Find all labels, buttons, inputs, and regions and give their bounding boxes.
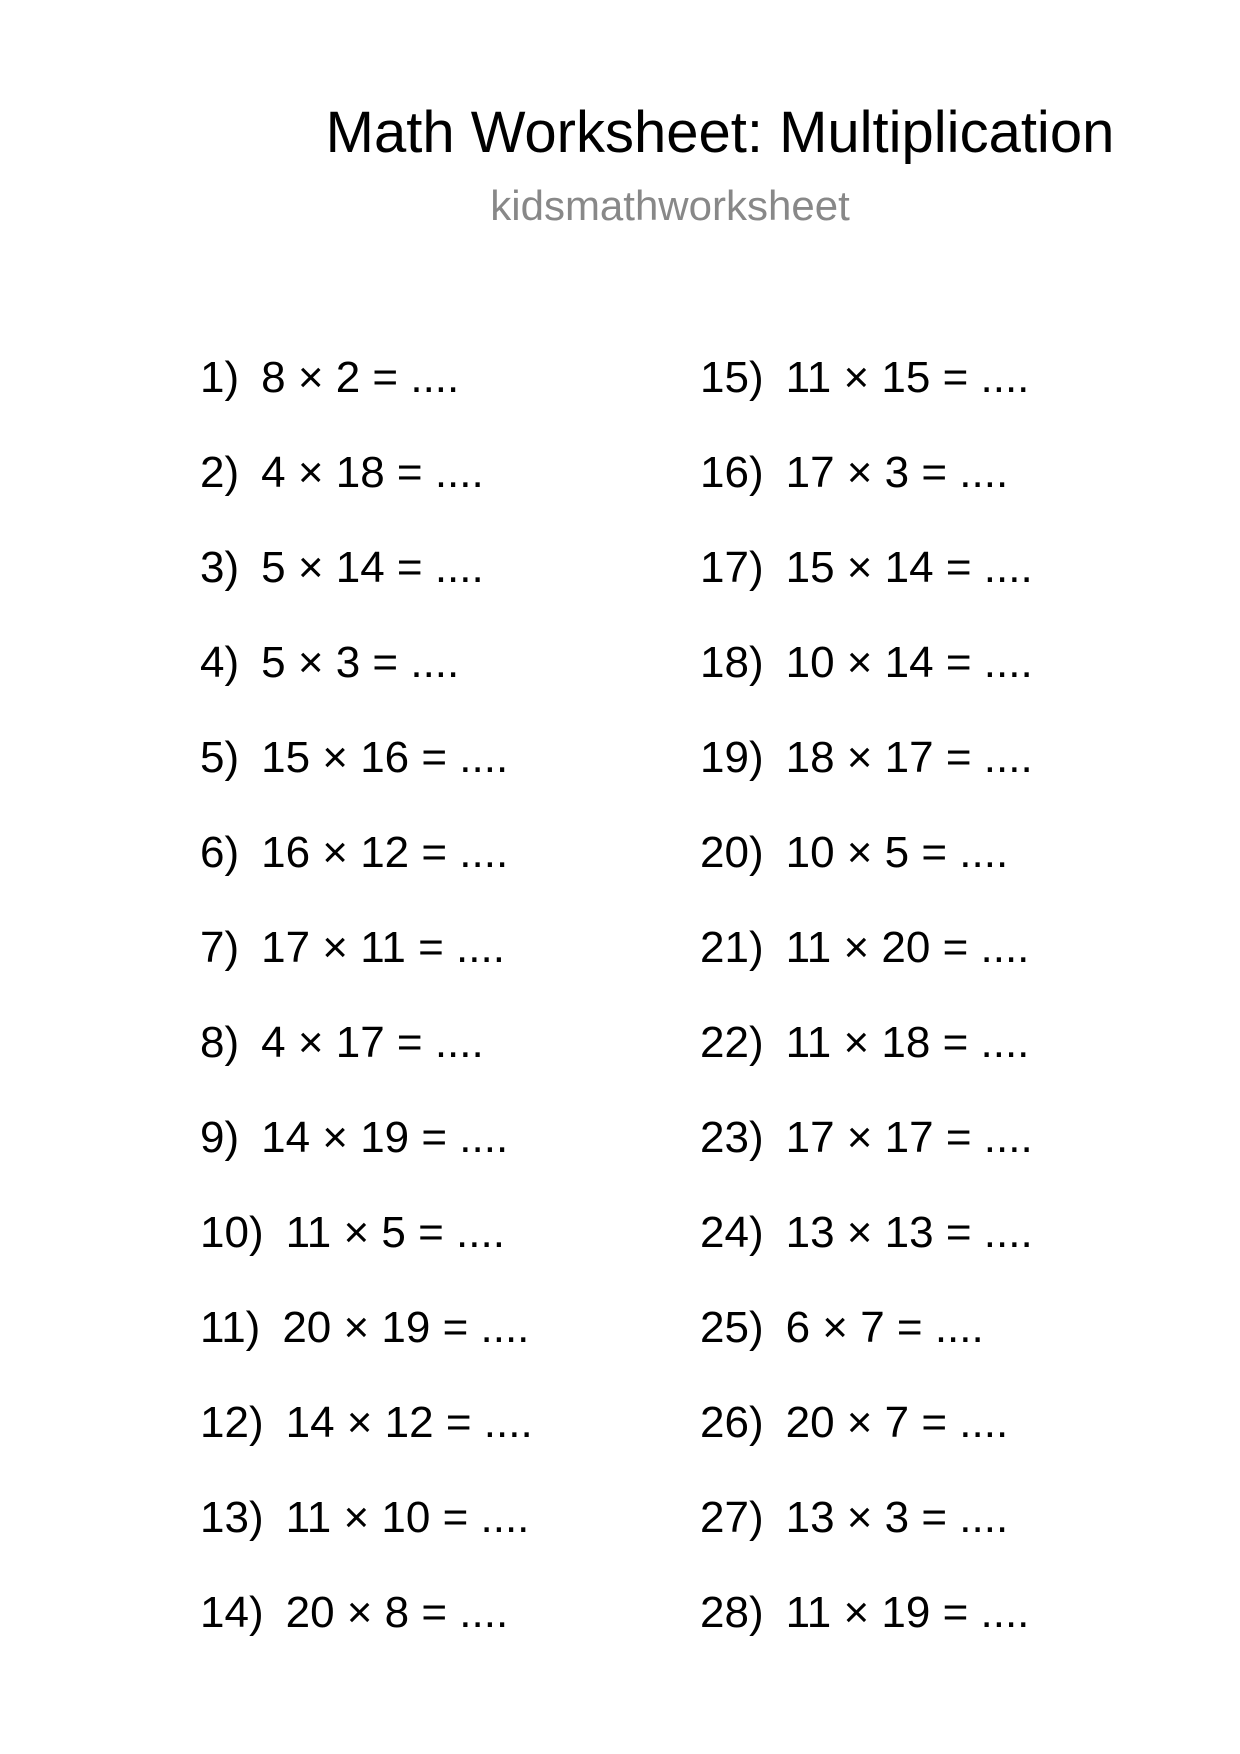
problem-expression: 10 × 14 = .... bbox=[785, 638, 1033, 687]
problem-item bbox=[200, 1583, 680, 1678]
problem-column-right bbox=[700, 348, 1180, 1678]
problem-number: 6) bbox=[200, 828, 240, 877]
problem-expression: 10 × 5 = .... bbox=[785, 828, 1009, 877]
problem-number: 24) bbox=[700, 1208, 764, 1257]
problem-number: 19) bbox=[700, 733, 764, 782]
problem-expression: 20 × 7 = .... bbox=[785, 1398, 1009, 1447]
problem-number: 1) bbox=[200, 353, 240, 402]
problem-number: 13) bbox=[200, 1493, 264, 1542]
problem-number: 26) bbox=[700, 1398, 764, 1447]
problem-item bbox=[700, 1583, 1180, 1678]
problem-item bbox=[700, 1013, 1180, 1108]
problem-item bbox=[700, 633, 1180, 728]
problem-expression: 11 × 15 = .... bbox=[785, 353, 1030, 402]
problem-expression: 5 × 3 = .... bbox=[261, 638, 460, 687]
problem-item bbox=[200, 1298, 680, 1393]
problem-number: 14) bbox=[200, 1588, 264, 1637]
problem-item bbox=[200, 633, 680, 728]
problem-item bbox=[700, 1488, 1180, 1583]
problem-number: 5) bbox=[200, 733, 240, 782]
problem-expression: 18 × 17 = .... bbox=[785, 733, 1033, 782]
problem-number: 28) bbox=[700, 1588, 764, 1637]
problem-expression: 20 × 19 = .... bbox=[282, 1303, 530, 1352]
problem-expression: 17 × 17 = .... bbox=[785, 1113, 1033, 1162]
problem-expression: 13 × 13 = .... bbox=[785, 1208, 1033, 1257]
problem-number: 25) bbox=[700, 1303, 764, 1352]
problem-item bbox=[200, 348, 680, 443]
problem-item bbox=[700, 1108, 1180, 1203]
problem-number: 7) bbox=[200, 923, 240, 972]
problem-item bbox=[200, 1488, 680, 1583]
problem-column-left bbox=[200, 348, 680, 1678]
problem-number: 12) bbox=[200, 1398, 264, 1447]
problem-expression: 4 × 17 = .... bbox=[261, 1018, 484, 1067]
problem-expression: 16 × 12 = .... bbox=[261, 828, 509, 877]
problem-expression: 6 × 7 = .... bbox=[785, 1303, 984, 1352]
problem-expression: 15 × 16 = .... bbox=[261, 733, 509, 782]
problem-expression: 11 × 5 = .... bbox=[285, 1208, 505, 1257]
problem-item bbox=[700, 823, 1180, 918]
problem-number: 10) bbox=[200, 1208, 264, 1257]
problem-item bbox=[200, 538, 680, 633]
problem-number: 9) bbox=[200, 1113, 240, 1162]
problem-item bbox=[200, 1108, 680, 1203]
page-title: Math Worksheet: Multiplication bbox=[325, 100, 1115, 165]
problem-number: 27) bbox=[700, 1493, 764, 1542]
problem-item bbox=[700, 918, 1180, 1013]
problem-item bbox=[200, 1393, 680, 1488]
problem-number: 22) bbox=[700, 1018, 764, 1067]
problem-expression: 20 × 8 = .... bbox=[285, 1588, 509, 1637]
problem-expression: 14 × 19 = .... bbox=[261, 1113, 509, 1162]
problem-expression: 11 × 19 = .... bbox=[785, 1588, 1030, 1637]
problem-item bbox=[200, 728, 680, 823]
problem-number: 18) bbox=[700, 638, 764, 687]
problem-expression: 11 × 18 = .... bbox=[785, 1018, 1030, 1067]
problem-expression: 11 × 20 = .... bbox=[785, 923, 1030, 972]
problem-number: 15) bbox=[700, 353, 764, 402]
problem-item bbox=[200, 918, 680, 1013]
problem-expression: 14 × 12 = .... bbox=[285, 1398, 533, 1447]
problem-item bbox=[700, 348, 1180, 443]
problem-item bbox=[700, 728, 1180, 823]
problem-item bbox=[200, 443, 680, 538]
problem-number: 20) bbox=[700, 828, 764, 877]
problem-number: 4) bbox=[200, 638, 240, 687]
problem-expression: 17 × 3 = .... bbox=[785, 448, 1009, 497]
problem-expression: 11 × 10 = .... bbox=[285, 1493, 530, 1542]
problem-item bbox=[700, 1298, 1180, 1393]
problem-expression: 17 × 11 = .... bbox=[261, 923, 505, 972]
problem-item bbox=[700, 538, 1180, 633]
problem-number: 8) bbox=[200, 1018, 240, 1067]
problem-number: 3) bbox=[200, 543, 240, 592]
problem-number: 21) bbox=[700, 923, 764, 972]
problem-item bbox=[700, 1203, 1180, 1298]
problem-expression: 8 × 2 = .... bbox=[261, 353, 460, 402]
problem-number: 11) bbox=[200, 1303, 261, 1352]
problem-expression: 13 × 3 = .... bbox=[785, 1493, 1009, 1542]
problem-item bbox=[700, 1393, 1180, 1488]
problem-expression: 5 × 14 = .... bbox=[261, 543, 484, 592]
problem-item bbox=[200, 823, 680, 918]
problem-number: 17) bbox=[700, 543, 764, 592]
problem-number: 2) bbox=[200, 448, 240, 497]
problem-expression: 15 × 14 = .... bbox=[785, 543, 1033, 592]
problem-item bbox=[200, 1203, 680, 1298]
problem-item bbox=[700, 443, 1180, 538]
problem-number: 23) bbox=[700, 1113, 764, 1162]
problem-expression: 4 × 18 = .... bbox=[261, 448, 484, 497]
page-subtitle: kidsmathworksheet bbox=[490, 182, 850, 229]
problem-number: 16) bbox=[700, 448, 764, 497]
problem-item bbox=[200, 1013, 680, 1108]
